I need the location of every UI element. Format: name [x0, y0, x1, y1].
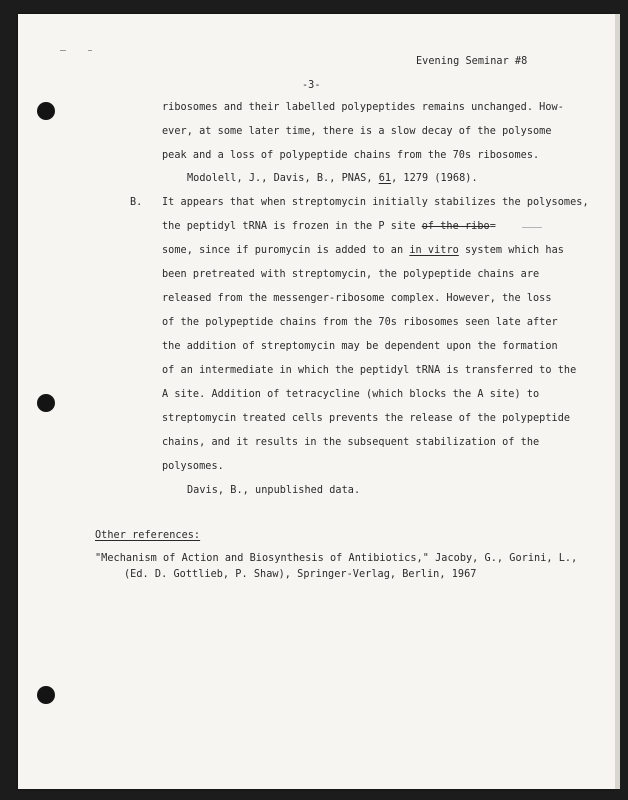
citation-davis: Davis, B., unpublished data.: [187, 485, 361, 496]
text-line: polysomes.: [162, 461, 224, 472]
text-line: ribosomes and their labelled polypeptides remains unchanged. How-: [162, 102, 564, 113]
text-line: peak and a loss of polypeptide chains from the 70s ribosomes.: [162, 150, 540, 161]
struck-text: of the ribo: [421, 221, 490, 232]
text-line: the addition of streptomycin may be dependent upon the formation: [162, 341, 558, 352]
text-line: ever, at some later time, there is a slow decay of the polysome: [162, 126, 552, 137]
section-label-b: B.: [130, 197, 143, 208]
punch-hole-bottom: [37, 686, 55, 704]
scan-speck: [88, 50, 92, 51]
citation-pages: , 1279 (1968).: [391, 173, 478, 184]
citation-authors: Modolell, J., Davis, B., PNAS,: [187, 173, 379, 184]
page-number: -3-: [302, 80, 321, 91]
text-line: [162, 245, 564, 256]
reference-line: (Ed. D. Gottlieb, P. Shaw), Springer-Verlag, Berlin, 1967: [124, 569, 477, 580]
page-edge: [615, 14, 620, 789]
citation-volume: 61: [378, 173, 392, 184]
reference-line: "Mechanism of Action and Biosynthesis of Antibiotics," Jacoby, G., Gorini, L.,: [95, 553, 578, 564]
text-line: of an intermediate in which the peptidyl tRNA is transferred to the: [162, 365, 577, 376]
scan-speck: [60, 50, 66, 51]
punch-hole-top: [37, 102, 55, 120]
text-segment: the peptidyl tRNA is frozen in the P site: [162, 221, 422, 232]
text-segment: some, since if puromycin is added to an: [162, 245, 410, 256]
text-line: streptomycin treated cells prevents the release of the polypeptide: [162, 413, 571, 424]
other-references-heading: Other references:: [95, 530, 201, 541]
text-line: It appears that when streptomycin initially stabilizes the polysomes,: [162, 197, 589, 208]
in-vitro-term: in vitro: [409, 245, 459, 256]
citation-modolell: [187, 173, 478, 184]
faint-mark: [522, 227, 542, 228]
text-line: of the polypeptide chains from the 70s ribosomes seen late after: [162, 317, 558, 328]
seminar-label: Evening Seminar #8: [416, 56, 528, 67]
text-line: A site. Addition of tetracycline (which blocks the A site) to: [162, 389, 540, 400]
text-segment: system which has: [458, 245, 564, 256]
hyphen-mark: =: [489, 221, 496, 232]
text-line: chains, and it results in the subsequent stabilization of the: [162, 437, 540, 448]
text-line: released from the messenger-ribosome complex. However, the loss: [162, 293, 552, 304]
punch-hole-middle: [37, 394, 55, 412]
text-line: [162, 221, 496, 232]
text-line: been pretreated with streptomycin, the polypeptide chains are: [162, 269, 540, 280]
